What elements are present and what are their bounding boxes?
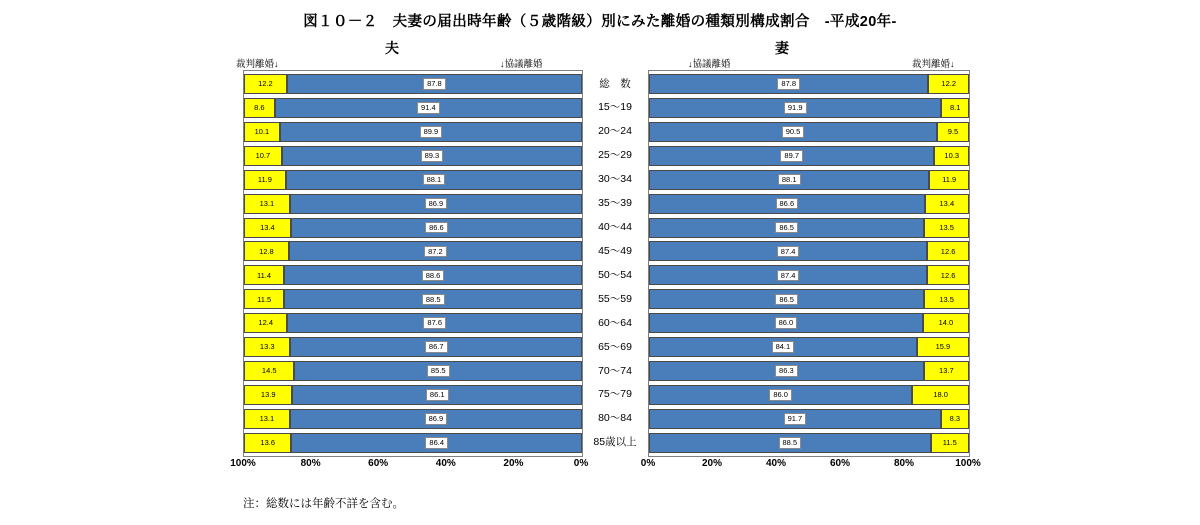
bar-segment-saiban (934, 146, 969, 166)
bar-segment-kyogi (649, 170, 929, 190)
category-label: 45〜49 (598, 244, 632, 257)
bar-segment-saiban (941, 98, 969, 118)
bar-row (244, 313, 582, 333)
bar-row (244, 146, 582, 166)
husband-left-head-label: 裁判離婚 (236, 59, 275, 70)
bar-value-label: 88.5 (779, 437, 802, 449)
bar-segment-saiban (244, 170, 286, 190)
down-arrow-icon: ↓ (688, 59, 693, 69)
bar-segment-saiban (928, 74, 969, 94)
bar-segment-saiban (924, 289, 969, 309)
bar-row (244, 385, 582, 405)
bar-segment-saiban (929, 170, 969, 190)
bar-value-label: 85.5 (427, 365, 450, 377)
bar-value-label: 84.1 (772, 341, 795, 353)
bar-segment-kyogi (649, 218, 924, 238)
bar-segment-kyogi (649, 98, 941, 118)
bar-segment-kyogi (280, 122, 582, 142)
bar-value-label: 86.4 (425, 437, 448, 449)
category-label: 15〜19 (598, 101, 632, 114)
category-label: 50〜54 (598, 268, 632, 281)
bar-value-label: 11.5 (257, 294, 272, 304)
bar-value-label: 14.5 (261, 366, 277, 376)
bar-segment-kyogi (286, 170, 582, 190)
bar-value-label: 9.5 (947, 127, 959, 137)
wife-left-head-label: 協議離婚 (692, 59, 731, 70)
bar-segment-saiban (927, 265, 969, 285)
figure-note: 注：総数には年齢不詳を含む。 (243, 498, 404, 510)
bar-value-label: 91.4 (417, 102, 440, 114)
bar-value-label: 8.3 (949, 414, 961, 424)
bar-segment-kyogi (284, 289, 582, 309)
husband-left-head (236, 56, 279, 70)
bar-segment-kyogi (292, 385, 582, 405)
bar-segment-kyogi (284, 265, 582, 285)
bar-segment-saiban (244, 433, 291, 453)
bar-segment-kyogi (290, 337, 582, 357)
x-axis-wife (640, 458, 981, 474)
bar-value-label: 14.0 (938, 318, 954, 328)
category-label: 25〜29 (598, 149, 632, 162)
bar-segment-saiban (924, 361, 969, 381)
bar-value-label: 18.0 (933, 390, 948, 400)
category-label: 65〜69 (598, 340, 632, 353)
bar-segment-kyogi (649, 409, 941, 429)
bar-value-label: 13.1 (259, 414, 275, 424)
bar-segment-kyogi (649, 265, 927, 285)
bar-row (649, 146, 969, 166)
bar-value-label: 89.9 (420, 126, 443, 138)
bar-row (649, 265, 969, 285)
bar-value-label: 88.5 (422, 294, 445, 306)
category-label: 20〜24 (598, 125, 632, 138)
bar-row (244, 409, 582, 429)
bar-segment-kyogi (275, 98, 582, 118)
bar-value-label: 13.5 (939, 222, 954, 232)
bar-value-label: 86.3 (775, 365, 798, 377)
bar-segment-kyogi (649, 194, 925, 214)
bar-value-label: 86.9 (425, 198, 448, 210)
bar-segment-kyogi (649, 289, 924, 309)
bar-segment-kyogi (649, 337, 917, 357)
x-axis-tick-label: 80% (300, 458, 321, 469)
bar-row (244, 433, 582, 453)
bar-value-label: 88.1 (778, 174, 801, 186)
bar-segment-kyogi (649, 433, 931, 453)
bar-value-label: 86.6 (425, 222, 448, 234)
bar-segment-saiban (244, 337, 290, 357)
bar-row (244, 289, 582, 309)
husband-right-head-label: 協議離婚 (504, 59, 543, 70)
bar-segment-kyogi (649, 122, 937, 142)
bar-value-label: 86.6 (776, 198, 799, 210)
category-label: 40〜44 (598, 221, 632, 234)
bar-value-label: 86.1 (426, 389, 449, 401)
bar-value-label: 89.3 (421, 150, 444, 162)
category-label: 80〜84 (598, 412, 632, 425)
panel-title-wife: 妻 (775, 40, 789, 56)
bar-row (649, 122, 969, 142)
category-label: 85歳以上 (593, 436, 637, 449)
bar-segment-saiban (927, 241, 969, 261)
bar-segment-saiban (912, 385, 969, 405)
bar-row (244, 170, 582, 190)
bar-value-label: 11.9 (942, 174, 957, 184)
bar-row (244, 361, 582, 381)
down-arrow-icon: ↓ (950, 59, 955, 69)
bar-segment-kyogi (649, 385, 912, 405)
bar-value-label: 10.3 (944, 151, 960, 161)
bar-value-label: 10.1 (254, 127, 270, 137)
bar-value-label: 86.5 (775, 294, 798, 306)
bar-segment-kyogi (287, 313, 582, 333)
bar-segment-saiban (931, 433, 969, 453)
bar-value-label: 13.4 (939, 198, 955, 208)
category-label: 55〜59 (598, 292, 632, 305)
x-axis-tick-label: 60% (368, 458, 389, 469)
bar-segment-saiban (923, 313, 969, 333)
bar-value-label: 8.6 (254, 103, 265, 113)
bar-segment-saiban (937, 122, 969, 142)
bar-segment-saiban (244, 265, 284, 285)
bar-value-label: 86.9 (425, 413, 448, 425)
bar-row (649, 385, 969, 405)
bar-segment-kyogi (649, 146, 934, 166)
page-title: 図１０－２ 夫妻の届出時年齢（５歳階級）別にみた離婚の種類別構成割合 -平成20年- (303, 14, 897, 30)
x-axis-tick-label: 60% (829, 458, 851, 469)
bar-row (244, 265, 582, 285)
bar-segment-saiban (244, 409, 290, 429)
bar-value-label: 11.9 (257, 174, 272, 184)
category-axis-labels (583, 70, 647, 455)
category-label: 35〜39 (598, 197, 632, 210)
x-axis-tick-label: 80% (893, 458, 915, 469)
bar-segment-saiban (244, 313, 287, 333)
bar-segment-kyogi (282, 146, 582, 166)
bar-value-label: 13.4 (260, 222, 275, 232)
husband-right-head (500, 56, 543, 70)
bar-segment-kyogi (287, 74, 582, 94)
bar-segment-kyogi (649, 313, 923, 333)
bar-row (649, 170, 969, 190)
bar-segment-saiban (244, 98, 275, 118)
x-axis-tick-label: 0% (640, 458, 656, 469)
bar-segment-saiban (925, 194, 969, 214)
wife-left-head (688, 56, 731, 70)
bar-row (649, 361, 969, 381)
bar-value-label: 13.6 (260, 438, 276, 448)
bar-value-label: 87.2 (424, 246, 447, 258)
bar-value-label: 13.1 (259, 198, 275, 208)
bar-value-label: 87.6 (423, 317, 446, 329)
bar-row (244, 241, 582, 261)
category-label: 70〜74 (598, 364, 632, 377)
category-label: 30〜34 (598, 173, 632, 186)
x-axis-tick-label: 20% (503, 458, 524, 469)
bar-value-label: 13.7 (939, 366, 954, 376)
bar-segment-saiban (244, 74, 287, 94)
category-label: 総 数 (599, 77, 631, 90)
bar-value-label: 90.5 (782, 126, 805, 138)
bar-value-label: 12.6 (940, 246, 956, 256)
bar-value-label: 12.8 (259, 246, 274, 256)
down-arrow-icon: ↓ (500, 59, 505, 69)
bar-value-label: 86.7 (425, 341, 448, 353)
bar-value-label: 11.4 (257, 270, 272, 280)
bar-segment-saiban (244, 146, 282, 166)
bar-segment-kyogi (294, 361, 582, 381)
bar-segment-saiban (244, 289, 284, 309)
bar-row (649, 289, 969, 309)
bar-segment-kyogi (289, 241, 582, 261)
bar-segment-saiban (244, 194, 290, 214)
bar-value-label: 12.6 (940, 270, 956, 280)
bar-value-label: 10.7 (255, 151, 271, 161)
bar-row (244, 194, 582, 214)
bar-value-label: 13.3 (259, 342, 275, 352)
category-label: 60〜64 (598, 316, 632, 329)
bar-value-label: 88.1 (423, 174, 446, 186)
wife-right-head-label: 裁判離婚 (912, 59, 951, 70)
bar-segment-kyogi (649, 74, 928, 94)
bar-segment-saiban (244, 241, 289, 261)
bar-value-label: 88.6 (422, 270, 445, 282)
bar-value-label: 87.4 (777, 270, 800, 282)
bar-row (244, 98, 582, 118)
panel-title-husband: 夫 (385, 40, 399, 56)
bar-row (649, 313, 969, 333)
wife-right-head (912, 56, 955, 70)
x-axis-tick-label: 100% (230, 458, 256, 469)
bar-value-label: 89.7 (780, 150, 803, 162)
bar-segment-saiban (941, 409, 969, 429)
bar-segment-kyogi (291, 433, 582, 453)
bar-value-label: 15.9 (935, 342, 951, 352)
bar-row (649, 409, 969, 429)
bar-row (649, 98, 969, 118)
bar-segment-kyogi (291, 218, 582, 238)
bar-value-label: 87.8 (423, 78, 446, 90)
bar-segment-saiban (924, 218, 969, 238)
bar-segment-saiban (244, 122, 280, 142)
bar-value-label: 13.9 (260, 390, 276, 400)
bar-value-label: 12.2 (258, 79, 273, 89)
bar-value-label: 11.5 (942, 438, 957, 448)
x-axis-tick-label: 40% (765, 458, 787, 469)
bar-row (244, 122, 582, 142)
bar-segment-saiban (244, 385, 292, 405)
bar-value-label: 86.0 (769, 389, 792, 401)
x-axis-tick-label: 100% (955, 458, 981, 469)
bar-segment-kyogi (649, 361, 924, 381)
bar-value-label: 91.9 (784, 102, 807, 114)
bar-value-label: 12.4 (258, 318, 274, 328)
bar-row (649, 194, 969, 214)
bar-value-label: 91.7 (784, 413, 807, 425)
bar-value-label: 86.5 (775, 222, 798, 234)
x-axis-tick-label: 40% (435, 458, 456, 469)
chart-wife (648, 70, 970, 457)
chart-husband (243, 70, 583, 457)
bar-row (244, 74, 582, 94)
bar-segment-saiban (917, 337, 969, 357)
down-arrow-icon: ↓ (274, 59, 279, 69)
bar-value-label: 12.2 (941, 79, 957, 89)
bar-row (649, 337, 969, 357)
bar-row (649, 241, 969, 261)
bar-segment-saiban (244, 218, 291, 238)
bar-value-label: 86.0 (775, 317, 798, 329)
x-axis-husband (230, 458, 589, 474)
bar-row (244, 218, 582, 238)
bar-row (244, 337, 582, 357)
bar-value-label: 8.1 (949, 103, 961, 113)
bar-row (649, 433, 969, 453)
bar-value-label: 13.5 (939, 294, 954, 304)
bar-segment-kyogi (290, 194, 582, 214)
bar-segment-kyogi (290, 409, 582, 429)
bar-row (649, 74, 969, 94)
bar-segment-saiban (244, 361, 294, 381)
bar-value-label: 87.8 (777, 78, 800, 90)
x-axis-tick-label: 20% (701, 458, 723, 469)
x-axis-tick-label: 0% (573, 458, 589, 469)
bar-segment-kyogi (649, 241, 927, 261)
bar-value-label: 87.4 (777, 246, 800, 258)
category-label: 75〜79 (598, 388, 632, 401)
bar-row (649, 218, 969, 238)
